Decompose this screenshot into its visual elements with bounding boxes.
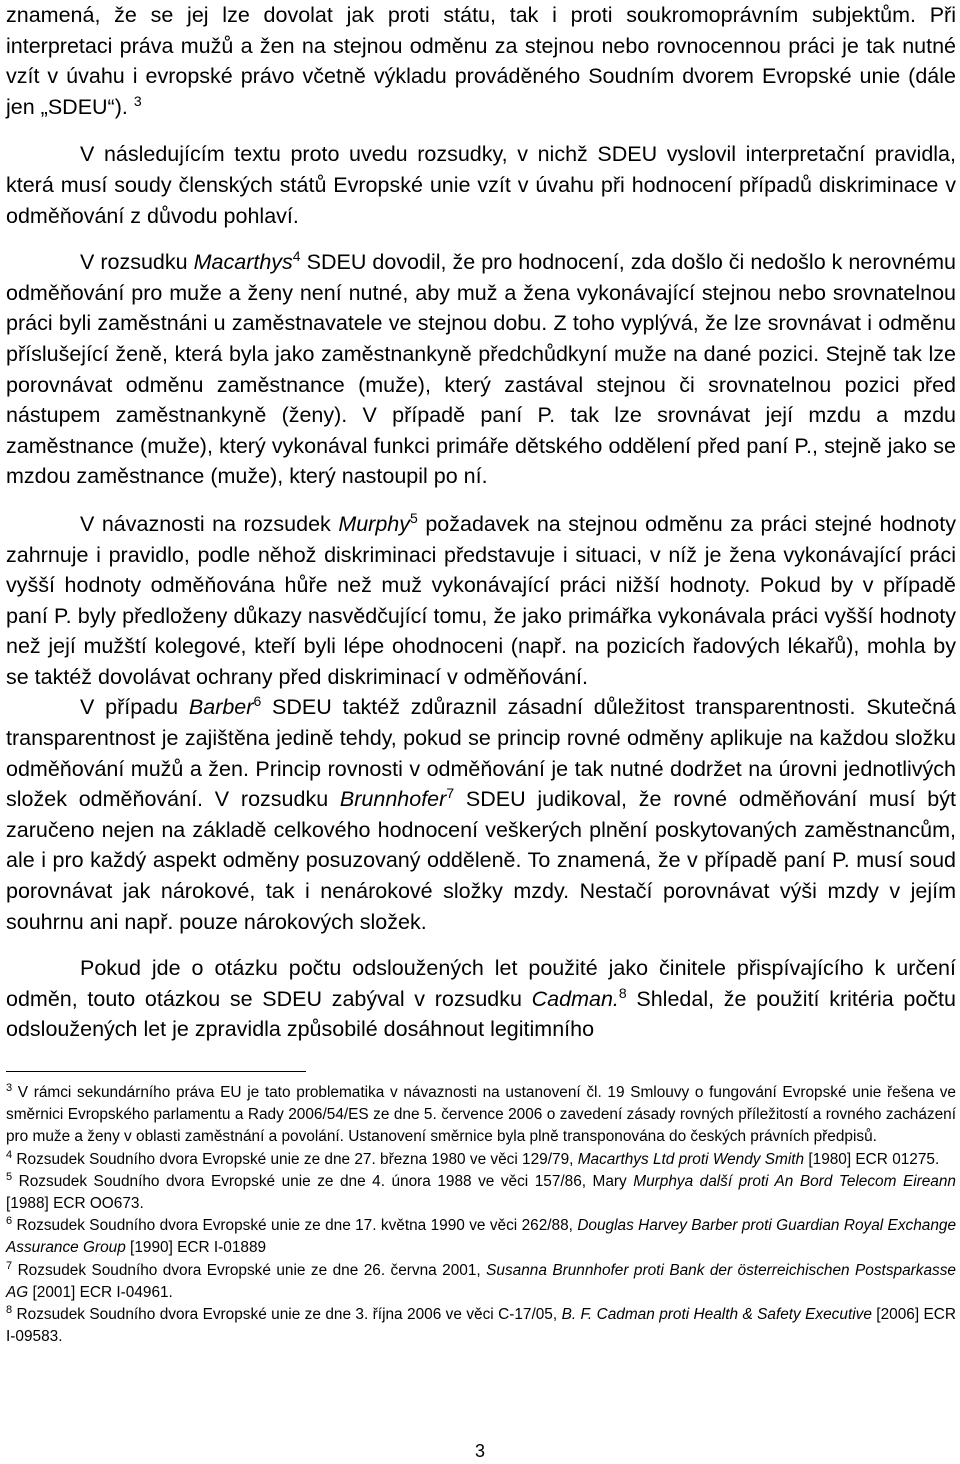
footnote-reference: 3: [133, 92, 142, 109]
case-name: Macarthys: [193, 250, 293, 275]
paragraph-text: SDEU judikoval, že rovné odměňování musí být zaručeno nejen na základě celkového hodnocení veškerých plnění poskytovaných zaměstnancům, ale i pro každý aspekt odměny posuzovaný odděleně. To znamená, že v případě paní P. musí soud porovnávat jak nárokové, tak i nenárokové složky mzdy. Nestačí porovnávat výši mzdy v jejím souhrnu ani např. pouze nárokových složek.: [6, 787, 956, 934]
footnote-number: 4: [6, 1148, 13, 1161]
paragraph-text: V rozsudku: [80, 250, 194, 275]
footnote-citation: [2001] ECR I-04961.: [28, 1283, 173, 1301]
footnote-number: 8: [6, 1303, 13, 1316]
case-name: Brunnhofer: [339, 787, 447, 812]
case-name: Barber: [188, 695, 254, 720]
paragraph-intro: V následujícím textu proto uvedu rozsudky, v nichž SDEU vyslovil interpretační pravidla, která musí soudy členských států Evropské unie vzít v úvahu při hodnocení případů diskriminace v odměňování z důvodu pohlaví.: [6, 142, 956, 228]
footnote-text: V rámci sekundárního práva EU je tato problematika v návaznosti na ustanovení čl. 19 Smlouvy o fungování Evropské unie řešena ve směrnici Evropského parlamentu a Rady 2006/54/ES ze dne 5. července 2006 o zavedení zásady rovných příležitostí a rovného zacházení pro muže a ženy v oblasti zaměstnání a povolání. Ustanovení směrnice byla plně transponována do českých právních předpisů.: [6, 1084, 956, 1146]
paragraph-text: V návaznosti na rozsudek: [80, 511, 339, 536]
footnote: [6, 1171, 956, 1215]
paragraph-text: požadavek na stejnou odměnu za práci stejné hodnoty zahrnuje i pravidlo, podle něhož diskriminaci představuje i situaci, v níž je žena vykonávající práci vyšší hodnoty odměňována hůře než muž vykonávající práci nižší hodnoty. Pokud by v případě paní P. byly předloženy důkazy nasvědčující tomu, že jako primářka vykonávala práci vyšší hodnoty než její mužští kolegové, kteří byli lépe ohodnoceni (např. na pozicích řadových lékařů), mohla by se taktéž dovolávat ochrany před diskriminací v odměňování.: [6, 511, 956, 689]
page-number: 3: [474, 1441, 485, 1461]
footnote-number: 6: [6, 1215, 13, 1228]
footnote-number: 7: [6, 1259, 13, 1272]
footnote-number: 3: [6, 1081, 13, 1094]
footnote-text: Rozsudek Soudního dvora Evropské unie ze dne 3. října 2006 ve věci C-17/05,: [12, 1306, 562, 1324]
footnote-text: Rozsudek Soudního dvora Evropské unie ze dne 4. února 1988 ve věci 157/86, Mary: [12, 1172, 634, 1190]
footnote-citation: [1990] ECR I-01889: [125, 1239, 267, 1257]
footnote-text: Rozsudek Soudního dvora Evropské unie ze dne 17. května 1990 ve věci 262/88,: [12, 1217, 578, 1235]
footnote-reference: 7: [446, 785, 455, 802]
footnote-separator: [6, 1071, 306, 1072]
footnote-number: 5: [6, 1170, 13, 1183]
footnote-text: Rozsudek Soudního dvora Evropské unie ze dne 26. června 2001,: [12, 1261, 487, 1279]
footnote-citation: [1980] ECR 01275.: [804, 1150, 940, 1168]
footnote-case-name: Douglas Harvey Barber proti Guardian Royal Exchange Assurance Group: [6, 1217, 957, 1257]
document-page: [6, 0, 956, 1348]
footnote: [6, 1260, 956, 1304]
footnote: [6, 1082, 956, 1149]
paragraph-text: SDEU dovodil, že pro hodnocení, zda došlo či nedošlo k nerovnému odměňování pro muže a ženy není nutné, aby muž a žena vykonávající stejnou nebo srovnatelnou práci byli zaměstnáni u zaměstnavatele ve stejnou dobu. Z toho vyplývá, že lze srovnávat i odměnu příslušející ženě, která byla jako zaměstnankyně předchůdkyní muže na dané pozici. Stejně tak lze porovnávat odměnu zaměstnance (muže), který zastával stejnou či srovnatelnou pozici před nástupem zaměstnankyně (ženy). V případě paní P. tak lze srovnávat její mzdu a mzdu zaměstnance (muže), který vykonával funkci primáře dětského oddělení před paní P., stejně jako se mzdou zaměstnance (muže), který nastoupil po ní.: [6, 250, 956, 489]
footnote-case-name: B. F. Cadman proti Health & Safety Executive: [561, 1306, 872, 1324]
case-name: Murphy: [338, 511, 411, 536]
footnote: [6, 1149, 956, 1171]
paragraph-murphy: [6, 509, 956, 693]
paragraph-macarthys: [6, 247, 956, 492]
footnote-reference: 8: [618, 984, 627, 1001]
footnote-case-name: Murphya další proti An Bord Telecom Eireann: [633, 1172, 956, 1190]
paragraph-continuation: [6, 0, 956, 122]
case-name: Cadman.: [531, 986, 619, 1011]
footnote: [6, 1304, 956, 1348]
footnote: [6, 1215, 956, 1259]
paragraph-text: Pokud jde o otázku počtu odsloužených let použité jako činitele přispívajícího k určení odměn, touto otázkou se SDEU zabýval v rozsudku: [6, 956, 956, 1011]
footnote-text: Rozsudek Soudního dvora Evropské unie ze dne 27. března 1980 ve věci 129/79,: [12, 1150, 578, 1168]
paragraph-cadman: [6, 953, 956, 1045]
footnote-case-name: Macarthys Ltd proti Wendy Smith: [577, 1150, 805, 1168]
paragraph-barber: [6, 692, 956, 937]
footnote-reference: 6: [253, 693, 262, 710]
paragraph-text: SDEU taktéž zdůraznil zásadní důležitost transparentnosti. Skutečná transparentnost je zajištěna jedině tehdy, pokud se princip rovné odměny aplikuje na každou složku odměňování mužů a žen. Princip rovnosti v odměňování je tak nutné dodržet na úrovni jednotlivých složek odměňování. V rozsudku: [6, 695, 956, 812]
paragraph-text: Shledal, že použití kritéria počtu odsloužených let je zpravidla způsobilé dosáhnout legitimního: [6, 986, 956, 1042]
paragraph-text: V případu: [80, 695, 189, 720]
paragraph-text: znamená, že se jej lze dovolat jak proti státu, tak i proti soukromoprávním subjektům. Při interpretaci práva mužů a žen na stejnou odměnu za stejnou nebo rovnocennou práci je tak nutné vzít v úvahu i evropské právo včetně výkladu prováděného Soudním dvorem Evropské unie (dále jen „SDEU“).: [6, 3, 956, 119]
footnote-case-name: Susanna Brunnhofer proti Bank der österreichischen Postsparkasse AG: [6, 1261, 956, 1301]
footnote-citation: [2006] ECR I-09583.: [6, 1306, 956, 1346]
footnote-citation: [1988] ECR OO673.: [6, 1195, 144, 1213]
footnote-reference: 4: [292, 248, 301, 264]
footnote-reference: 5: [410, 509, 418, 526]
